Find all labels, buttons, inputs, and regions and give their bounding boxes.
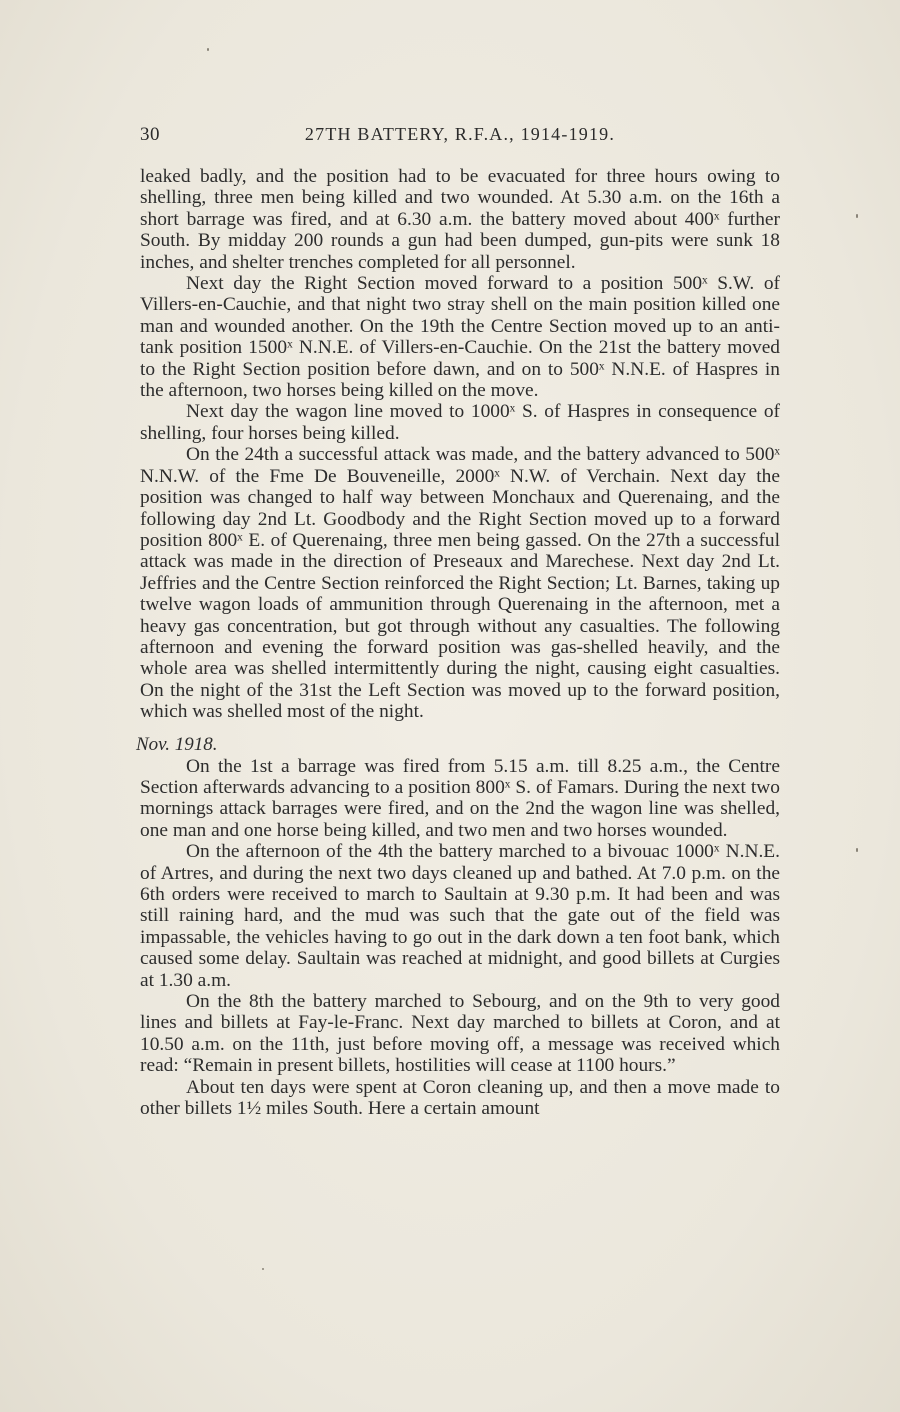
running-title: 27TH BATTERY, R.F.A., 1914-1919. xyxy=(304,124,616,144)
paragraph: About ten days were spent at Coron cleaning up, and then a move made to other billets 1½ miles South. Here a certain amount xyxy=(140,1076,780,1120)
paper-speck xyxy=(262,1268,264,1270)
paper-speck xyxy=(207,48,209,51)
section-heading: Nov. 1918. xyxy=(136,733,218,755)
running-head xyxy=(140,124,780,150)
paragraph: On the 1st a barrage was fired from 5.15 a.m. till 8.25 a.m., the Centre Section afterwards advancing to a position 800ˣ S. of Famars. During the next two mornings attack barrages were fired, and on the 2nd the wagon line was shelled, one man and one horse being killed, and two men and two horses wounded. xyxy=(140,755,780,841)
paragraph: On the 8th the battery marched to Sebourg, and on the 9th to very good lines and billets at Fay-le-Franc. Next day marched to billets at Coron, and at 10.50 a.m. on the 11th, just before moving off, a message was received which read: “Remain in present billets, hostilities will cease at 1100 hours.” xyxy=(140,991,780,1077)
paragraph: leaked badly, and the position had to be evacuated for three hours owing to shelling, three men being killed and two wounded. At 5.30 a.m. on the 16th a short barrage was fired, and at 6.30 a.m. the battery moved about 400ˣ further South. By midday 200 rounds a gun had been dumped, gun-pits were sunk 18 inches, and shelter trenches completed for all personnel. xyxy=(140,166,780,273)
paper-speck xyxy=(856,848,858,852)
paragraph: On the 24th a successful attack was made, and the battery advanced to 500ˣ N.N.W. of the Fme De Bouveneille, 2000ˣ N.W. of Verchain. Next day the position was changed to half way between Monchaux and Querenaing, and the following day 2nd Lt. Goodbody and the Right Section moved up to a forward position 800ˣ E. of Querenaing, three men being gassed. On the 27th a successful attack was made in the direction of Preseaux and Marechese. Next day 2nd Lt. Jeffries and the Centre Section reinforced the Right Section; Lt. Barnes, taking up twelve wagon loads of ammunition through Querenaing in the afternoon, met a heavy gas concentration, but got through without any casualties. The following afternoon and evening the forward position was gas-shelled heavily, and the whole area was shelled intermittently during the night, causing eight casualties. On the night of the 31st the Left Section was moved up to the forward position, which was shelled most of the night. xyxy=(140,444,780,723)
paper-speck xyxy=(856,214,858,218)
paragraph: On the afternoon of the 4th the battery marched to a bivouac 1000ˣ N.N.E. of Artres, and during the next two days cleaned up and bathed. At 7.0 p.m. on the 6th orders were received to march to Saultain at 9.30 p.m. It had been and was still raining hard, and the mud was such that the gate out of the field was impassable, the vehicles having to go out in the dark down a ten foot bank, which caused some delay. Saultain was reached at midnight, and good billets at Curgies at 1.30 a.m. xyxy=(140,841,780,991)
body-text xyxy=(136,166,780,1120)
paragraph: Next day the wagon line moved to 1000ˣ S. of Haspres in consequence of shelling, four horses being killed. xyxy=(140,401,780,444)
page-number: 30 xyxy=(140,124,160,145)
paragraph: Next day the Right Section moved forward to a position 500ˣ S.W. of Villers-en-Cauchie, and that night two stray shell on the main position killed one man and wounded another. On the 19th the Centre Section moved up to an anti-tank position 1500ˣ N.N.E. of Villers-en-Cauchie. On the 21st the battery moved to the Right Section position before dawn, and on to 500ˣ N.N.E. of Haspres in the afternoon, two horses being killed on the move. xyxy=(140,273,780,402)
